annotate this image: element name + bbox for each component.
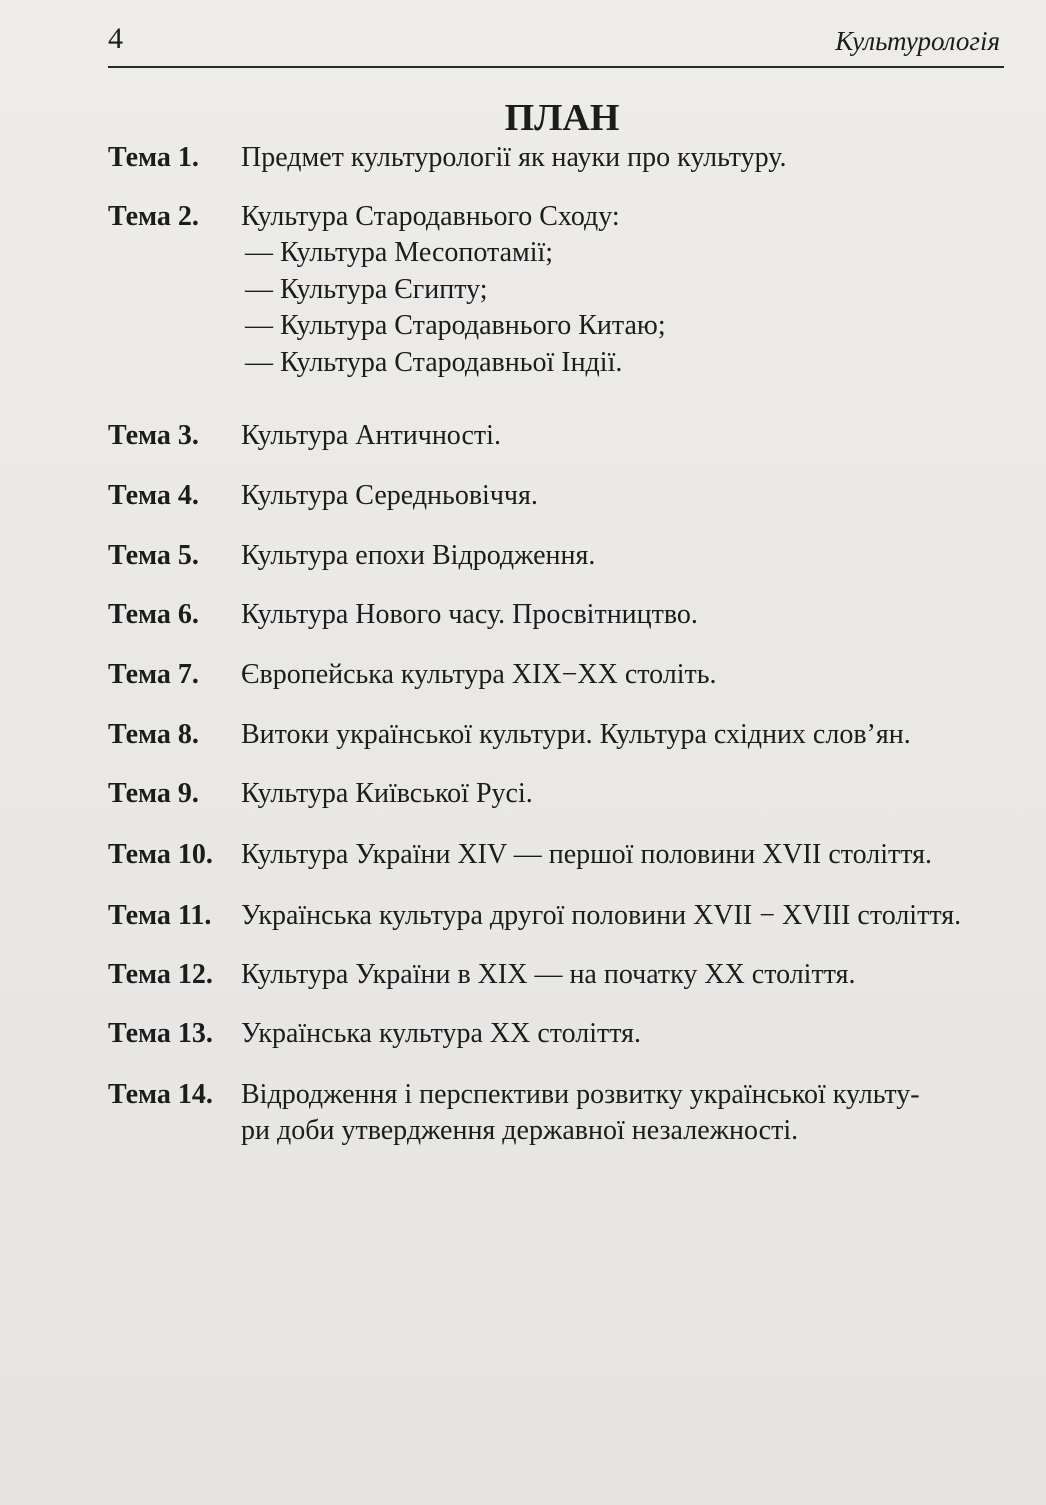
topic-text: Культура Античності.: [241, 420, 501, 451]
plan-title: ПЛАН: [504, 97, 620, 139]
topic-text: Культура Стародавнього Сходу:: [241, 201, 620, 232]
subitem: — Культура Стародавнього Китаю;: [245, 310, 666, 341]
topic-text-line-1: Відродження і перспективи розвитку української культу-: [241, 1079, 920, 1110]
topic-text: Культура епохи Відродження.: [241, 540, 596, 571]
topic-label: Тема 10.: [108, 839, 213, 870]
topic-label: Тема 3.: [108, 420, 199, 451]
topic-text: Культура України XIV — першої половини XVII століття.: [241, 839, 932, 870]
topic-label: Тема 5.: [108, 540, 199, 571]
topic-text: Культура України в XIX — на початку XX століття.: [241, 959, 856, 990]
subitem: — Культура Єгипту;: [245, 273, 488, 305]
topic-text: Витоки української культури. Культура східних слов’ян.: [241, 719, 911, 750]
topic-text: Культура Нового часу. Просвітництво.: [241, 599, 698, 630]
topic-label: Тема 1.: [108, 142, 199, 173]
topic-text: Культура Середньовіччя.: [241, 480, 538, 511]
topic-label: Тема 13.: [108, 1018, 213, 1049]
topic-text: Європейська культура XIX−XX століть.: [241, 659, 717, 690]
topic-label: Тема 9.: [108, 778, 199, 809]
page-number: 4: [108, 22, 123, 55]
topic-label: Тема 6.: [108, 599, 199, 630]
topic-text-line-2: ри доби утвердження державної незалежності.: [241, 1115, 799, 1146]
topic-label: Тема 14.: [108, 1079, 213, 1110]
topic-label: Тема 7.: [108, 659, 199, 690]
topic-label: Тема 2.: [108, 201, 199, 232]
topic-text: Культура Київської Русі.: [241, 778, 533, 809]
topic-label: Тема 11.: [108, 900, 212, 931]
topic-text: Предмет культурології як науки про культуру.: [241, 142, 787, 173]
subitem: — Культура Стародавньої Індії.: [245, 346, 623, 378]
subitem: — Культура Месопотамії;: [245, 237, 554, 268]
topic-label: Тема 12.: [108, 959, 213, 990]
topic-label: Тема 8.: [108, 719, 199, 750]
topic-label: Тема 4.: [108, 480, 199, 511]
topic-text: Українська культура другої половини XVII − XVIII століття.: [241, 900, 962, 931]
running-title: Культурологія: [835, 26, 1000, 56]
page-header: [108, 18, 1004, 68]
topic-text: Українська культура XX століття.: [241, 1018, 642, 1049]
topic-2-subitems: [245, 235, 666, 381]
